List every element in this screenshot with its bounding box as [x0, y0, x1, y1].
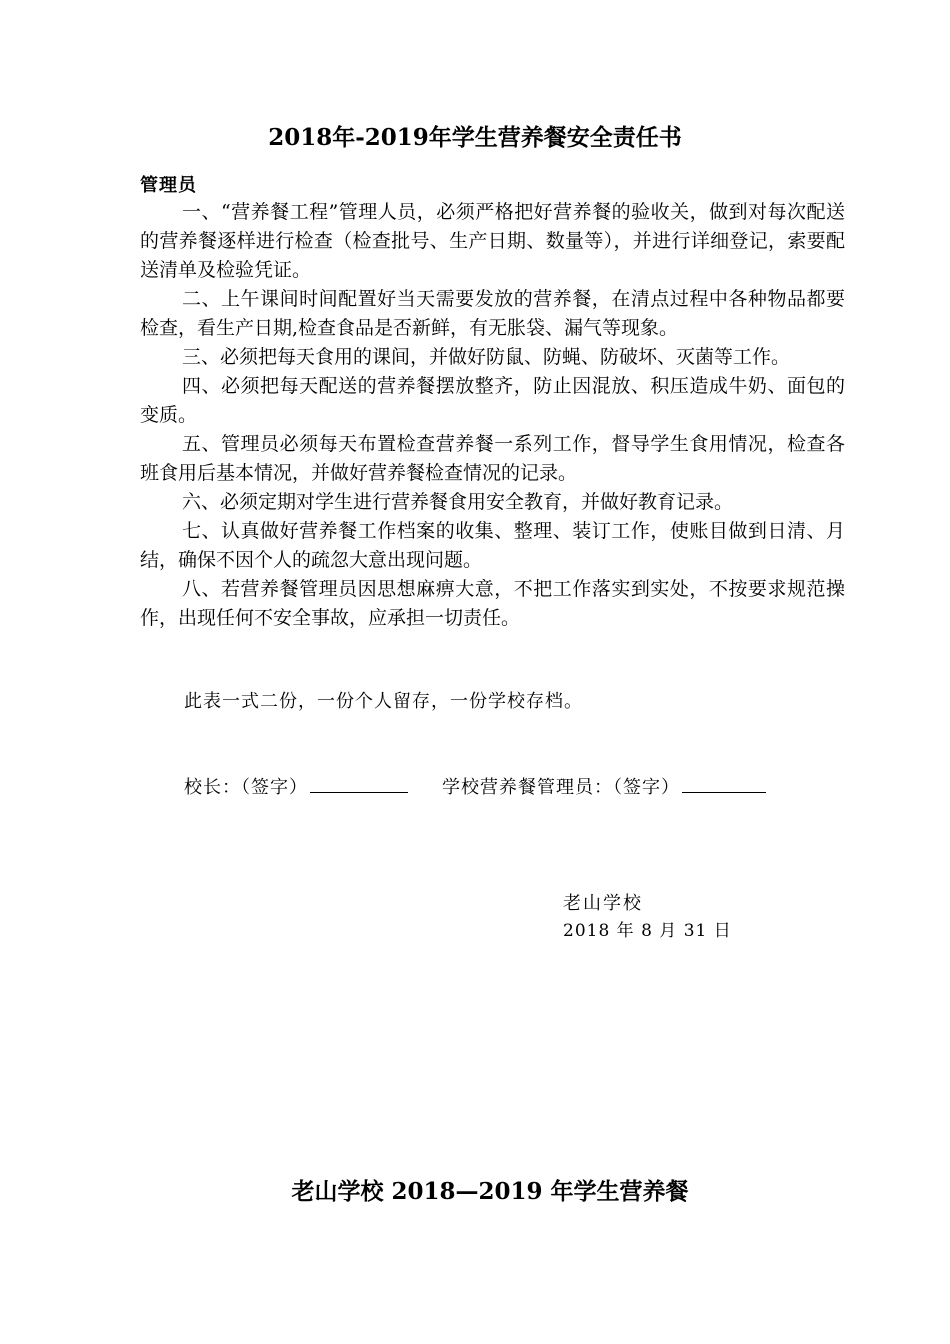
role-heading: 管理员 [140, 175, 197, 196]
clause-7: 七、认真做好营养餐工作档案的收集、整理、装订工作，使账目做到日清、月结，确保不因个人的疏忽大意出现问题。 [140, 520, 845, 571]
responsibility-clauses [140, 198, 845, 633]
clause-1: 一、“营养餐工程”管理人员，必须严格把好营养餐的验收关，做到对每次配送的营养餐逐样进行检查（检查批号、生产日期、数量等），并进行详细登记，索要配送清单及检验凭证。 [140, 201, 845, 281]
clause-4: 四、必须把每天配送的营养餐摆放整齐，防止因混放、积压造成牛奶、面包的变质。 [140, 375, 845, 426]
document-title: 2018年-2019年学生营养餐安全责任书 [268, 124, 682, 151]
signature-row [184, 773, 766, 803]
manager-signature-label: 学校营养餐管理员：（签字） [442, 777, 680, 798]
school-name: 老山学校 [563, 893, 643, 914]
principal-signature-label: 校长：（签字） [184, 777, 308, 798]
principal-signature-line [310, 774, 408, 793]
document-date: 2018 年 8 月 31 日 [563, 921, 732, 941]
manager-signature-line [682, 774, 766, 793]
copies-note: 此表一式二份，一份个人留存，一份学校存档。 [184, 691, 583, 712]
next-page-title: 老山学校 2018—2019 年学生营养餐 [291, 1178, 689, 1205]
clause-5: 五、管理员必须每天布置检查营养餐一系列工作，督导学生食用情况，检查各班食用后基本情况，并做好营养餐检查情况的记录。 [140, 433, 845, 484]
clause-3: 三、必须把每天食用的课间，并做好防鼠、防蝇、防破坏、灭菌等工作。 [182, 346, 791, 368]
clause-8: 八、若营养餐管理员因思想麻痹大意，不把工作落实到实处，不按要求规范操作，出现任何不安全事故，应承担一切责任。 [140, 578, 845, 629]
clause-6: 六、必须定期对学生进行营养餐食用安全教育，并做好教育记录。 [182, 491, 734, 513]
clause-2: 二、上午课间时间配置好当天需要发放的营养餐，在清点过程中各种物品都要检查，看生产日期,检查食品是否新鲜，有无胀袋、漏气等现象。 [140, 288, 845, 339]
